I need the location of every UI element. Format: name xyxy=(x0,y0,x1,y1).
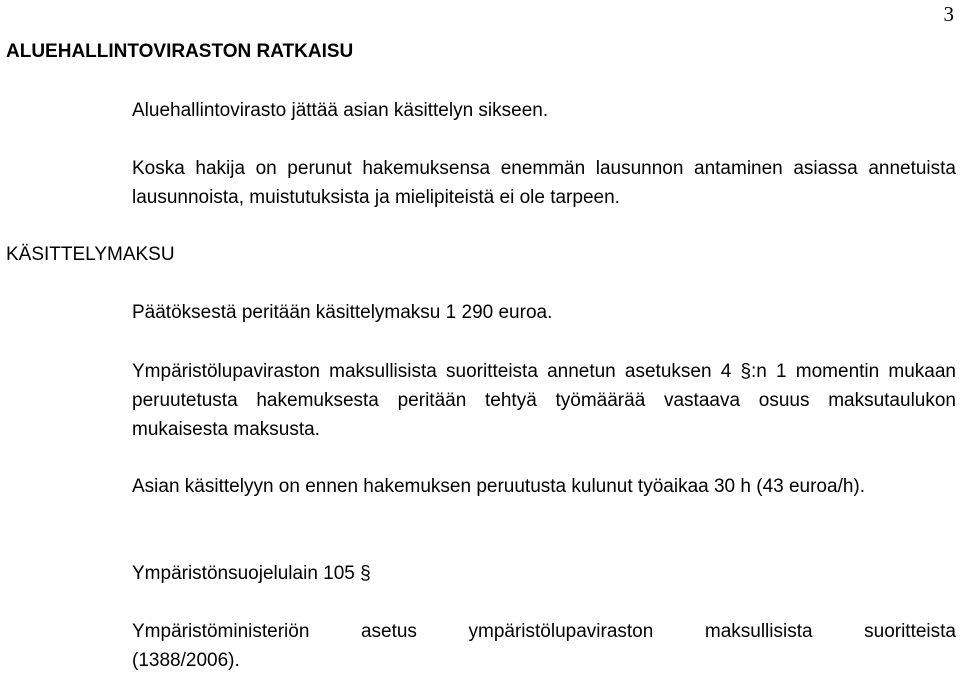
page-number: 3 xyxy=(943,2,954,26)
legal-reference-decree-line-2: (1388/2006). xyxy=(132,650,240,671)
legal-reference-decree xyxy=(132,617,956,675)
legal-reference-law: Ympäristönsuojelulain 105 § xyxy=(132,563,371,584)
paragraph-fee-amount: Päätöksestä peritään käsittelymaksu 1 290 euroa. xyxy=(132,302,553,323)
paragraph-working-hours: Asian käsittelyyn on ennen hakemuksen peruutusta kulunut työaikaa 30 h (43 euroa/h). xyxy=(132,476,866,497)
paragraph-decision: Aluehallintovirasto jättää asian käsittelyn sikseen. xyxy=(132,100,549,121)
decision-heading: ALUEHALLINTOVIRASTON RATKAISU xyxy=(6,41,354,62)
paragraph-reason: Koska hakija on perunut hakemuksensa enemmän lausunnon antaminen asiassa annetuista lausunnoista, muistutuksista ja mielipiteistä ei ole tarpeen. xyxy=(132,158,956,208)
fee-heading: KÄSITTELYMAKSU xyxy=(6,244,175,265)
paragraph-fee-basis: Ympäristölupaviraston maksullisista suoritteista annetun asetuksen 4 §:n 1 momentin mukaan peruutetusta hakemuksesta peritään tehtyä työmäärää vastaava osuus maksutaulukon mukaisesta maksusta. xyxy=(132,361,956,440)
legal-reference-decree-line-1: Ympäristöministeriön asetus ympäristölupaviraston maksullisista suoritteista xyxy=(132,621,956,642)
